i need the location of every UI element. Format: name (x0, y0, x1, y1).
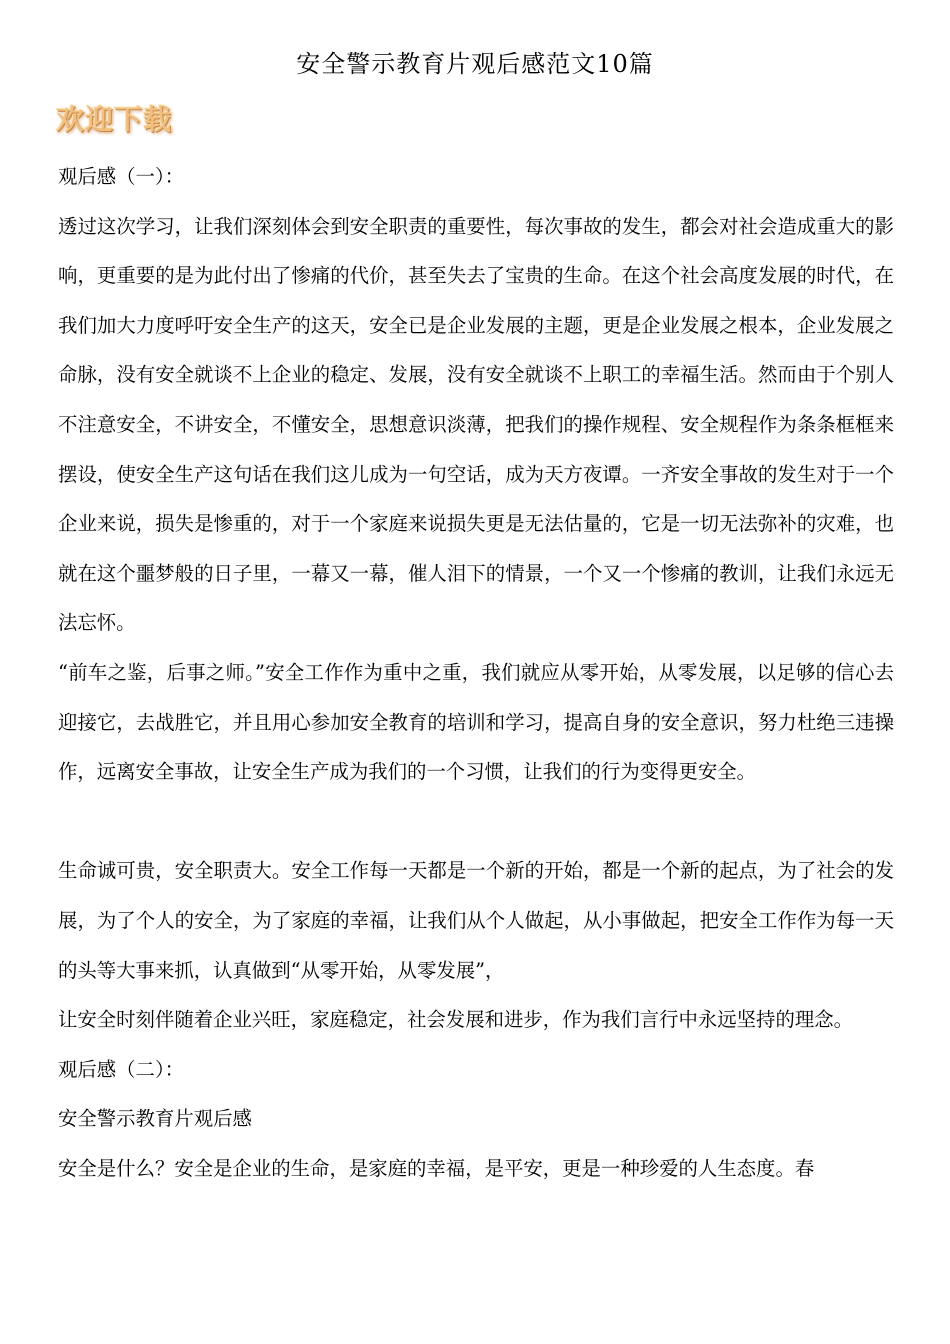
welcome-banner: 欢迎下载 (56, 103, 173, 136)
body-paragraph: 安全是什么？安全是企业的生命，是家庭的幸福，是平安，更是一种珍爱的人生态度。春 (58, 1156, 815, 1180)
section-heading-2: 观后感（二）： (58, 1057, 185, 1081)
body-paragraph: 让安全时刻伴随着企业兴旺，家庭稳定，社会发展和进步，作为我们言行中永远坚持的理念。 (58, 1008, 854, 1032)
section-subtitle: 安全警示教育片观后感 (58, 1107, 252, 1131)
body-paragraph: 生命诚可贵，安全职责大。安全工作每一天都是一个新的开始，都是一个新的起点，为了社会的发展，为了个人的安全，为了家庭的幸福，让我们从个人做起，从小事做起，把安全工作作为每一天的头等大事来抓，认真做到“从零开始，从零发展”， (58, 859, 894, 982)
body-paragraph: 透过这次学习，让我们深刻体会到安全职责的重要性，每次事故的发生，都会对社会造成重大的影响，更重要的是为此付出了惨痛的代价，甚至失去了宝贵的生命。在这个社会高度发展的时代，在我们加大力度呼吁安全生产的这天，安全已是企业发展的主题，更是企业发展之根本，企业发展之命脉，没有安全就谈不上企业的稳定、发展，没有安全就谈不上职工的幸福生活。然而由于个别人不注意安全，不讲安全，不懂安全，思想意识淡薄，把我们的操作规程、安全规程作为条条框框来摆设，使安全生产这句话在我们这儿成为一句空话，成为天方夜谭。一齐安全事故的发生对于一个企业来说，损失是惨重的，对于一个家庭来说损失更是无法估量的，它是一切无法弥补的灾难，也就在这个噩梦般的日子里，一幕又一幕，催人泪下的情景，一个又一个惨痛的教训，让我们永远无法忘怀。 (58, 214, 894, 635)
paragraph-spacer (58, 797, 894, 847)
body-paragraph: “前车之鉴，后事之师。”安全工作作为重中之重，我们就应从零开始，从零发展，以足够的信心去迎接它，去战胜它，并且用心参加安全教育的培训和学习，提高自身的安全意识，努力杜绝三违操作，远离安全事故，让安全生产成为我们的一个习惯，让我们的行为变得更安全。 (58, 660, 894, 784)
section-heading-1: 观后感（一）： (58, 165, 185, 188)
document-title: 安全警示教育片观后感范文10篇 (296, 50, 654, 78)
document-body (58, 152, 894, 1193)
